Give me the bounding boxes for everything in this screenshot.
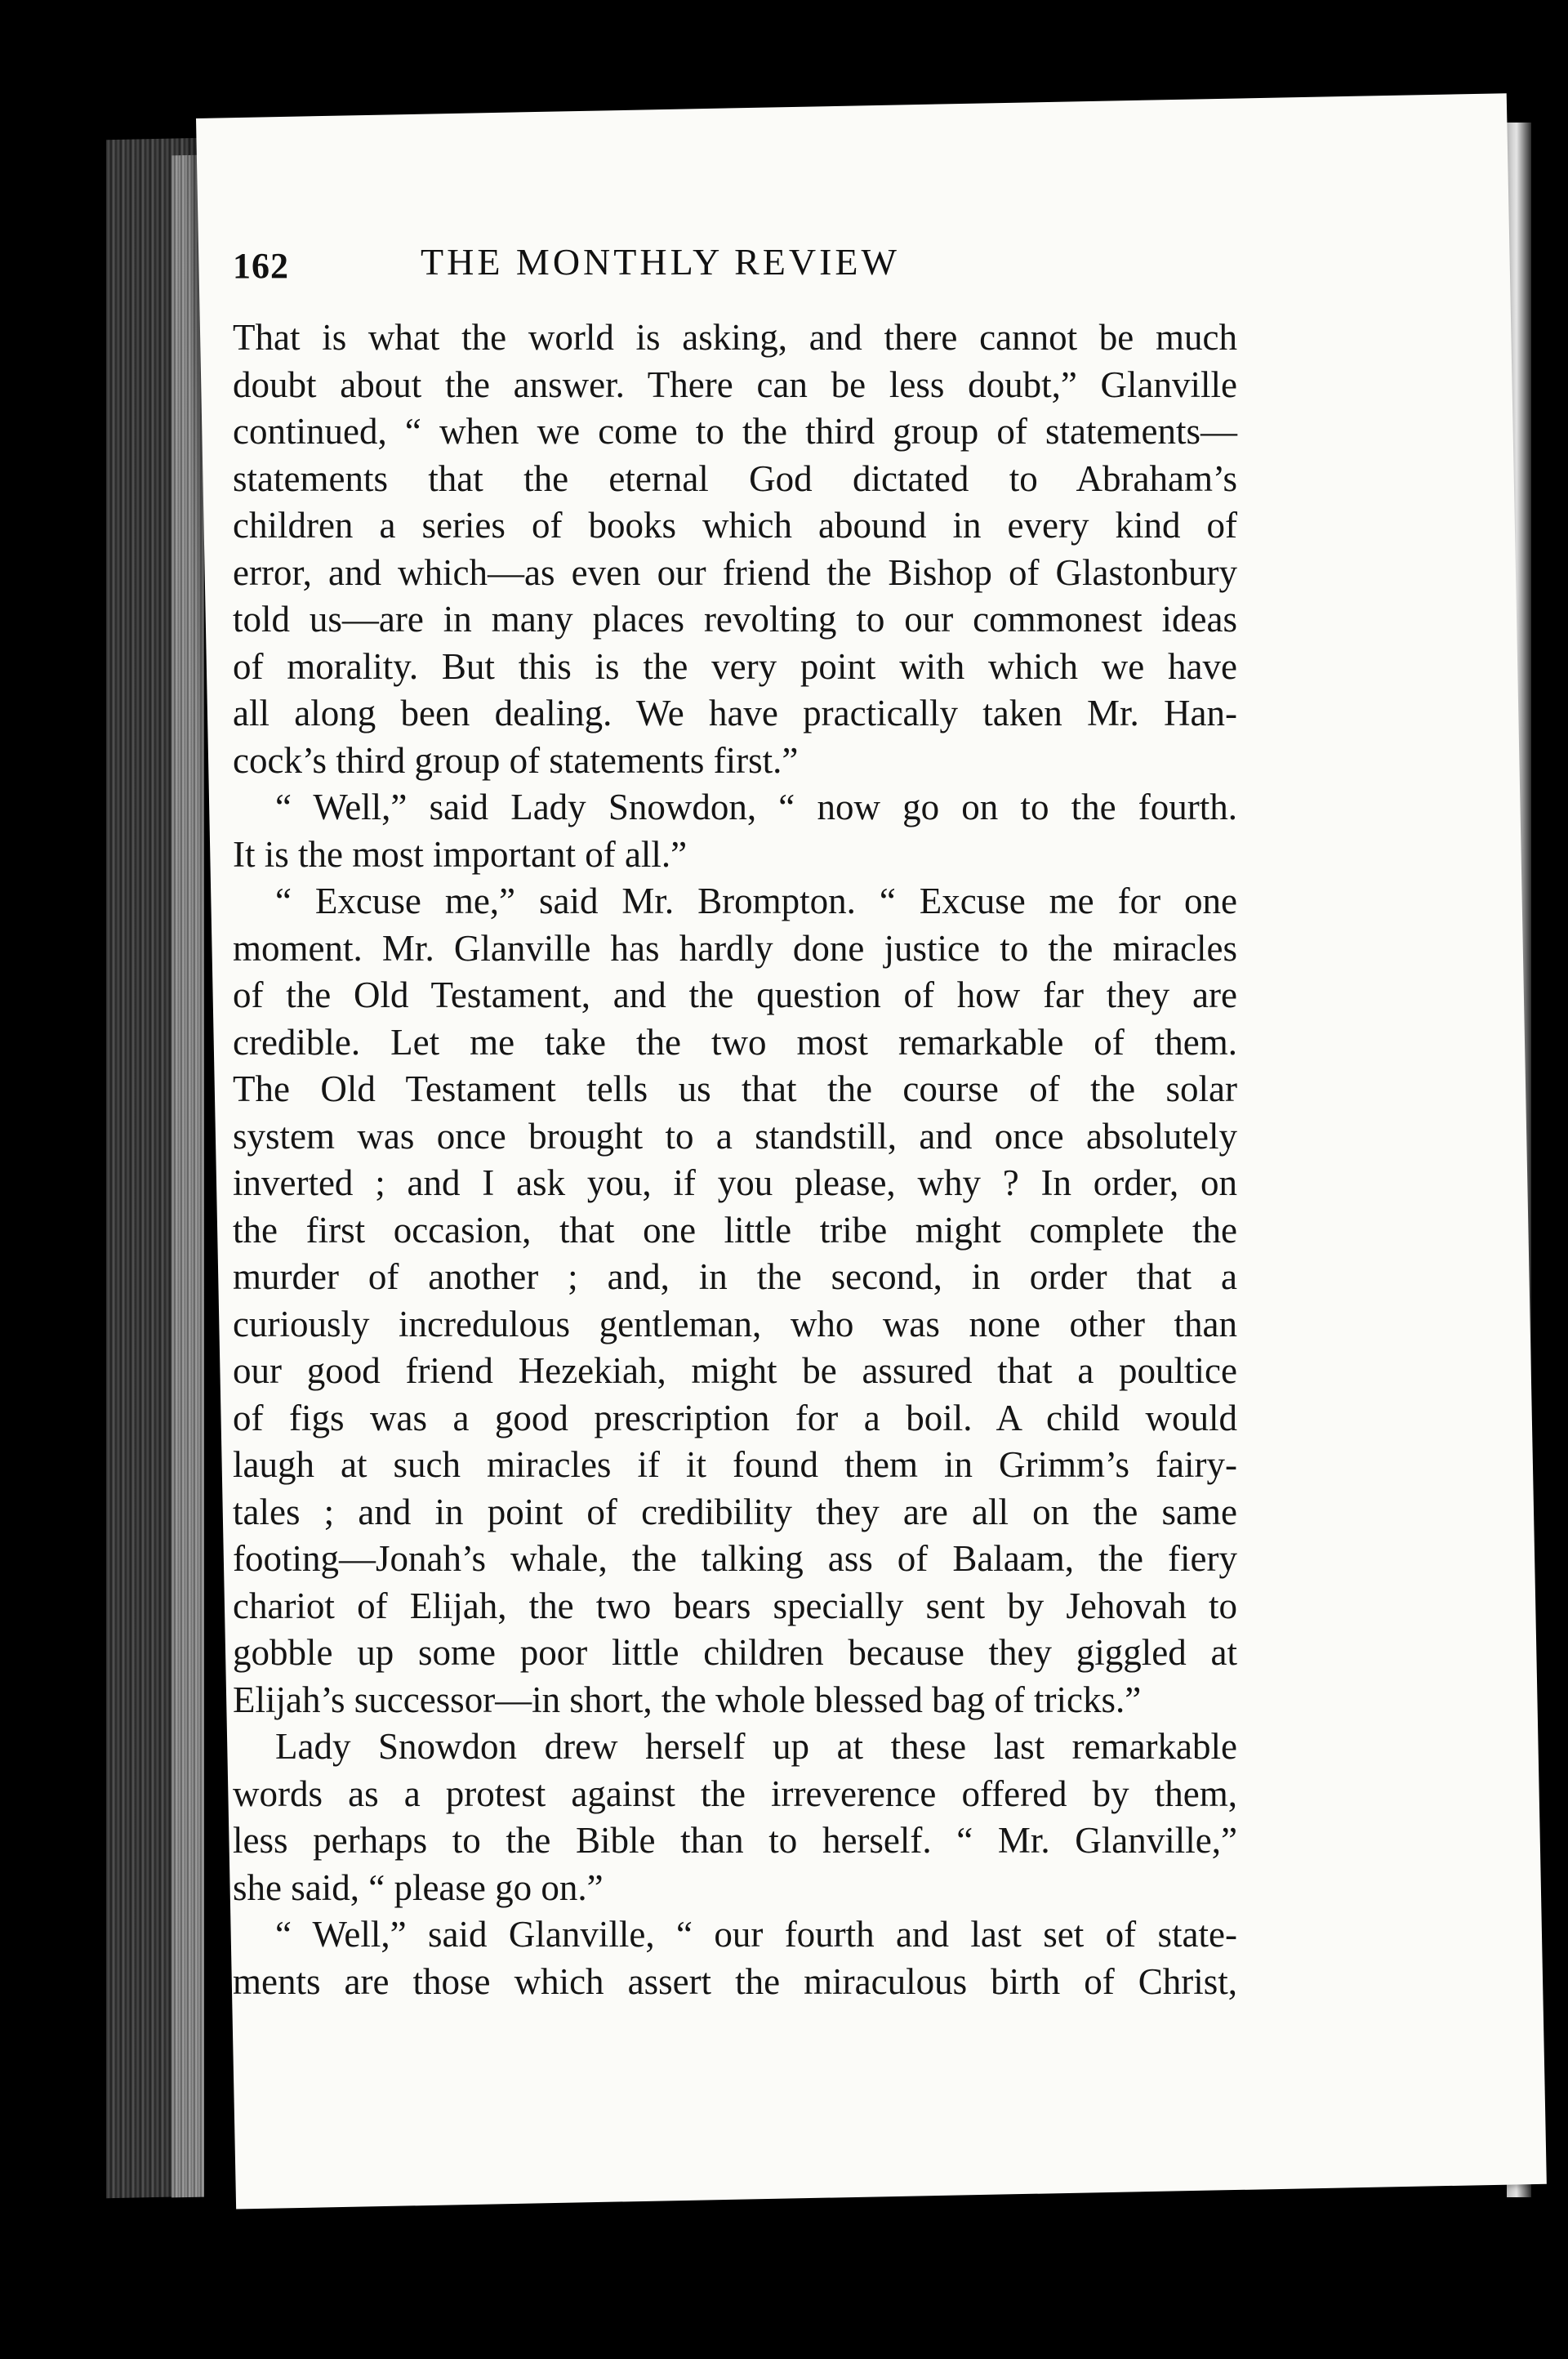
text-line: told us—are in many places revolting to our commonest ideas: [233, 599, 1237, 640]
text-line: she said, “ please go on.”: [233, 1866, 604, 1908]
text-line: inverted ; and I ask you, if you please, why ? In order, on: [233, 1162, 1237, 1203]
text-line: murder of another ; and, in the second, in order that a: [233, 1256, 1237, 1297]
text-line: “ Well,” said Lady Snowdon, “ now go on to the fourth.: [275, 787, 1237, 827]
book-page-edges-inner: [172, 155, 204, 2198]
text-line: moment. Mr. Glanville has hardly done justice to the miracles: [233, 927, 1237, 969]
text-line: “ Excuse me,” said Mr. Brompton. “ Excuse me for one: [275, 881, 1237, 921]
text-line: gobble up some poor little children because they giggled at: [233, 1632, 1237, 1673]
text-line: all along been dealing. We have practically taken Mr. Han-: [233, 693, 1237, 734]
text-line: of the Old Testament, and the question of how far they are: [233, 974, 1237, 1015]
text-line: The Old Testament tells us that the course of the solar: [233, 1068, 1237, 1109]
page-number: 162: [233, 246, 289, 286]
text-line: credible. Let me take the two most remarkable of them.: [233, 1021, 1237, 1063]
text-line: error, and which—as even our friend the Bishop of Glastonbury: [233, 551, 1237, 593]
text-line: the first occasion, that one little tribe might complete the: [233, 1209, 1237, 1251]
text-line: children a series of books which abound in every kind of: [233, 505, 1237, 546]
text-line: of figs was a good prescription for a boil. A child would: [233, 1397, 1237, 1438]
text-line: Elijah’s successor—in short, the whole blessed bag of tricks.”: [233, 1679, 1142, 1720]
text-line: tales ; and in point of credibility they are all on the same: [233, 1491, 1237, 1532]
text-line: continued, “ when we come to the third group of statements—: [233, 411, 1237, 452]
text-line: system was once brought to a standstill, and once absolutely: [233, 1115, 1237, 1157]
text-line: laugh at such miracles if it found them in Grimm’s fairy-: [233, 1444, 1237, 1485]
text-line: footing—Jonah’s whale, the talking ass of Balaam, the fiery: [233, 1538, 1237, 1579]
text-line: curiously incredulous gentleman, who was none other than: [233, 1303, 1237, 1344]
text-line: Lady Snowdon drew herself up at these last remarkable: [275, 1726, 1237, 1767]
text-line: less perhaps to the Bible than to herself. “ Mr. Glanville,”: [233, 1820, 1237, 1861]
text-line: That is what the world is asking, and there cannot be much: [233, 317, 1237, 358]
running-title: THE MONTHLY REVIEW: [421, 241, 900, 283]
page-header: [233, 241, 1229, 302]
text-line: ments are those which assert the miraculous birth of Christ,: [233, 1960, 1237, 2002]
text-line: “ Well,” said Glanville, “ our fourth and last set of state-: [275, 1914, 1237, 1955]
text-line: our good friend Hezekiah, might be assured that a poultice: [233, 1350, 1237, 1391]
text-line: chariot of Elijah, the two bears specially sent by Jehovah to: [233, 1585, 1237, 1626]
text-line: doubt about the answer. There can be less doubt,” Glanville: [233, 363, 1237, 405]
text-line: It is the most important of all.”: [233, 833, 688, 875]
text-line: statements that the eternal God dictated to Abraham’s: [233, 457, 1237, 499]
text-line: words as a protest against the irreverence offered by them,: [233, 1773, 1237, 1814]
body-text: [233, 314, 1237, 2005]
text-line: cock’s third group of statements first.”: [233, 739, 799, 781]
text-line: of morality. But this is the very point with which we have: [233, 645, 1237, 687]
